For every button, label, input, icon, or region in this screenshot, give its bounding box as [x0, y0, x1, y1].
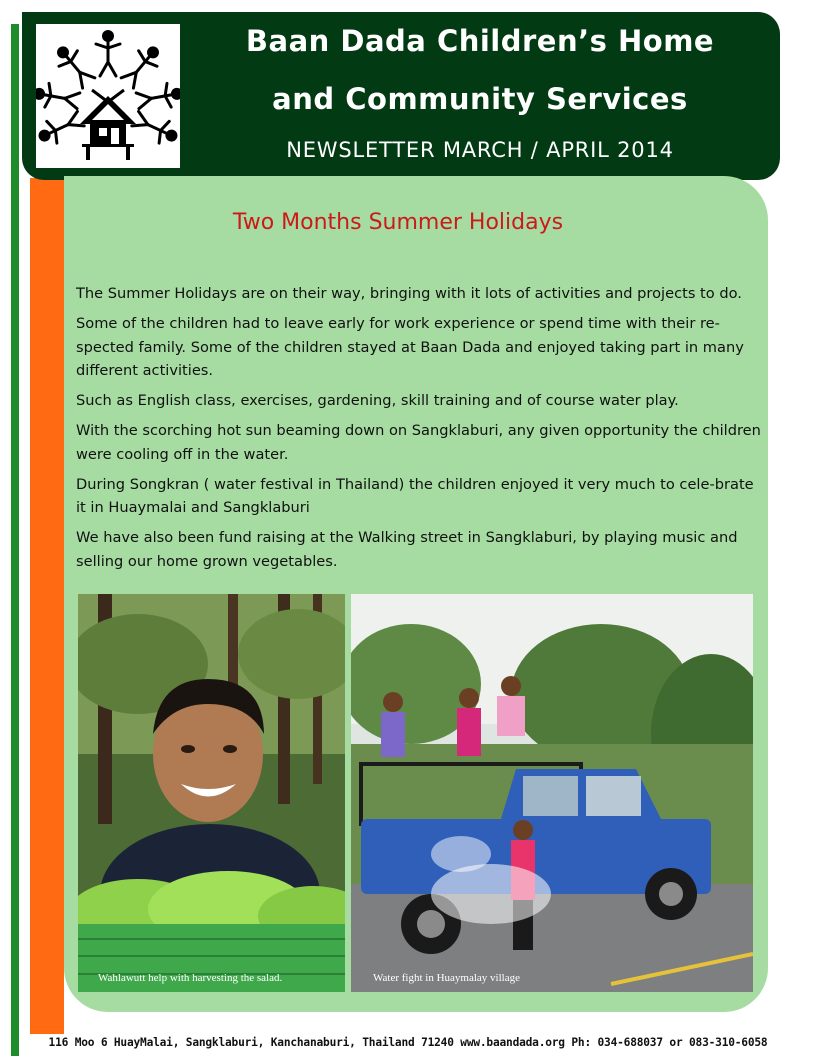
paragraph: The Summer Holidays are on their way, bringing with it lots of activities and projects to do.	[76, 285, 742, 302]
paragraph: During Songkran ( water festival in Thailand) the children enjoyed it very much to cele-brate it in Huaymalai and Sangklaburi	[76, 475, 754, 516]
article-title: Two Months Summer Holidays	[232, 210, 564, 235]
paragraph: We have also been fund raising at the Walking street in Sangklaburi, by playing music and selling our home grown vegetables.	[76, 529, 738, 570]
paragraph: Such as English class, exercises, gardening, skill training and of course water play.	[76, 392, 679, 409]
paragraph: Some of the children had to leave early for work experience or spend time with their re-spected family. Some of the children stayed at Baan Dada and enjoyed taking part in many different activities.	[76, 315, 744, 379]
orange-side-bar	[30, 178, 64, 1034]
people-circle-house-icon	[36, 24, 180, 168]
photo-illustration	[351, 594, 753, 992]
photo-caption: Wahlawutt help with harvesting the salad.	[98, 972, 283, 984]
org-title-line-2: and Community Services	[272, 82, 688, 116]
logo	[36, 24, 180, 168]
photo-boy-harvesting-salad	[78, 594, 345, 992]
paragraph: With the scorching hot sun beaming down on Sangklaburi, any given opportunity the children were cooling off in the water.	[76, 422, 761, 463]
photo-water-fight	[351, 594, 753, 992]
photo-caption: Water fight in Huaymalay village	[373, 972, 520, 984]
newsletter-date: NEWSLETTER MARCH / APRIL 2014	[286, 138, 674, 162]
photo-illustration	[78, 594, 345, 992]
org-title-line-1: Baan Dada Children’s Home	[245, 24, 715, 58]
footer-contact: 116 Moo 6 HuayMalai, Sangklaburi, Kanchanaburi, Thailand 71240 www.baandada.org Ph: 034-688037 or 083-310-6058	[48, 1036, 768, 1049]
green-side-bar	[11, 24, 19, 1056]
article-body	[76, 282, 766, 580]
